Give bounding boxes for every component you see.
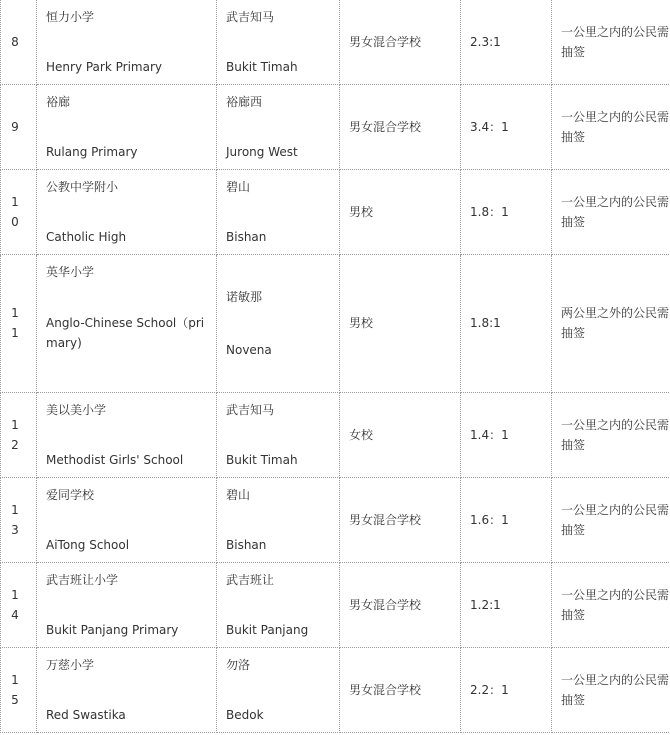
row-number-cell xyxy=(1,393,37,478)
row-number-cell xyxy=(1,648,37,733)
area-en: Novena xyxy=(226,343,272,357)
school-name-cn: 武吉班让小学 xyxy=(46,573,119,587)
table-row xyxy=(1,255,670,393)
school-name-cn: 万慈小学 xyxy=(46,658,95,672)
school-type: 男校 xyxy=(349,205,374,219)
note: 一公里之内的公民需抽签 xyxy=(561,673,670,707)
row-number: 1 0 xyxy=(11,195,19,229)
area-cell xyxy=(217,478,340,563)
area-en: Jurong West xyxy=(226,145,298,159)
ratio-cell xyxy=(461,478,552,563)
school-name-en: Bukit Panjang Primary xyxy=(46,623,179,637)
note: 一公里之内的公民需抽签 xyxy=(561,195,670,229)
school-name-cell xyxy=(37,170,217,255)
school-type-cell xyxy=(340,255,461,393)
row-number: 8 xyxy=(11,35,19,49)
school-type-cell xyxy=(340,393,461,478)
area-cell xyxy=(217,255,340,393)
note: 两公里之外的公民需抽签 xyxy=(561,306,670,340)
area-cell xyxy=(217,393,340,478)
school-type: 男校 xyxy=(349,316,374,330)
table-row xyxy=(1,563,670,648)
school-name-en: Rulang Primary xyxy=(46,145,138,159)
note-cell xyxy=(552,0,670,85)
row-number: 1 4 xyxy=(11,588,19,622)
area-cn: 裕廊西 xyxy=(226,95,263,109)
table-row xyxy=(1,0,670,85)
school-name-cell xyxy=(37,85,217,170)
area-cell xyxy=(217,170,340,255)
row-number: 1 3 xyxy=(11,503,19,537)
school-type: 男女混合学校 xyxy=(349,35,422,49)
school-name-cell xyxy=(37,478,217,563)
table-row xyxy=(1,648,670,733)
school-type-cell xyxy=(340,85,461,170)
ratio: 1.6：1 xyxy=(470,513,509,527)
area-cn: 碧山 xyxy=(226,488,251,502)
ratio-cell xyxy=(461,255,552,393)
school-type-cell xyxy=(340,478,461,563)
ratio: 2.3:1 xyxy=(470,35,501,49)
row-number: 9 xyxy=(11,120,19,134)
school-name-cn: 英华小学 xyxy=(46,265,95,279)
note: 一公里之内的公民需抽签 xyxy=(561,418,670,452)
school-name-en: Anglo-Chinese School（primary) xyxy=(46,316,205,350)
area-cn: 勿洛 xyxy=(226,658,251,672)
ratio: 1.4：1 xyxy=(470,428,509,442)
area-en: Bukit Timah xyxy=(226,453,298,467)
school-name-en: Henry Park Primary xyxy=(46,60,162,74)
table-row xyxy=(1,85,670,170)
row-number-cell xyxy=(1,0,37,85)
note: 一公里之内的公民需抽签 xyxy=(561,25,670,59)
row-number-cell xyxy=(1,478,37,563)
area-cn: 碧山 xyxy=(226,180,251,194)
ratio: 3.4：1 xyxy=(470,120,509,134)
school-type: 男女混合学校 xyxy=(349,598,422,612)
area-en: Bishan xyxy=(226,230,267,244)
school-name-cell xyxy=(37,563,217,648)
area-cell xyxy=(217,85,340,170)
row-number-cell xyxy=(1,563,37,648)
note: 一公里之内的公民需抽签 xyxy=(561,588,670,622)
school-type-cell xyxy=(340,0,461,85)
ratio: 1.8：1 xyxy=(470,205,509,219)
ratio: 1.8:1 xyxy=(470,316,501,330)
school-name-en: AiTong School xyxy=(46,538,130,552)
note-cell xyxy=(552,255,670,393)
school-name-en: Catholic High xyxy=(46,230,127,244)
area-en: Bedok xyxy=(226,708,264,722)
school-name-cn: 爱同学校 xyxy=(46,488,95,502)
school-name-cn: 美以美小学 xyxy=(46,403,107,417)
row-number: 1 1 xyxy=(11,306,19,340)
note: 一公里之内的公民需抽签 xyxy=(561,503,670,537)
area-cn: 武吉知马 xyxy=(226,403,275,417)
note-cell xyxy=(552,563,670,648)
school-name-en: Red Swastika xyxy=(46,708,126,722)
row-number-cell xyxy=(1,85,37,170)
school-type-cell xyxy=(340,648,461,733)
ratio-cell xyxy=(461,0,552,85)
school-type: 男女混合学校 xyxy=(349,683,422,697)
school-name-cell xyxy=(37,255,217,393)
area-cell xyxy=(217,563,340,648)
ratio-cell xyxy=(461,85,552,170)
area-cell xyxy=(217,648,340,733)
note-cell xyxy=(552,85,670,170)
area-en: Bukit Panjang xyxy=(226,623,309,637)
school-type-cell xyxy=(340,170,461,255)
ratio: 2.2：1 xyxy=(470,683,509,697)
ratio-cell xyxy=(461,648,552,733)
ratio-cell xyxy=(461,170,552,255)
area-en: Bishan xyxy=(226,538,267,552)
row-number: 1 5 xyxy=(11,673,19,707)
ratio-cell xyxy=(461,563,552,648)
row-number-cell xyxy=(1,170,37,255)
area-cn: 武吉知马 xyxy=(226,10,275,24)
area-cell xyxy=(217,0,340,85)
table-row xyxy=(1,478,670,563)
school-name-cn: 恒力小学 xyxy=(46,10,95,24)
note-cell xyxy=(552,170,670,255)
school-type-cell xyxy=(340,563,461,648)
table-row xyxy=(1,170,670,255)
school-name-en: Methodist Girls' School xyxy=(46,453,184,467)
school-name-cell xyxy=(37,393,217,478)
note: 一公里之内的公民需抽签 xyxy=(561,110,670,144)
school-name-cell xyxy=(37,0,217,85)
school-type: 男女混合学校 xyxy=(349,513,422,527)
area-cn: 诺敏那 xyxy=(226,290,263,304)
note-cell xyxy=(552,393,670,478)
ratio: 1.2:1 xyxy=(470,598,501,612)
table-row xyxy=(1,393,670,478)
row-number-cell xyxy=(1,255,37,393)
school-name-cell xyxy=(37,648,217,733)
school-name-cn: 裕廊 xyxy=(46,95,71,109)
row-number: 1 2 xyxy=(11,418,19,452)
ratio-cell xyxy=(461,393,552,478)
area-en: Bukit Timah xyxy=(226,60,298,74)
school-type: 女校 xyxy=(349,428,374,442)
note-cell xyxy=(552,478,670,563)
note-cell xyxy=(552,648,670,733)
school-name-cn: 公教中学附小 xyxy=(46,180,119,194)
school-type: 男女混合学校 xyxy=(349,120,422,134)
area-cn: 武吉班让 xyxy=(226,573,275,587)
